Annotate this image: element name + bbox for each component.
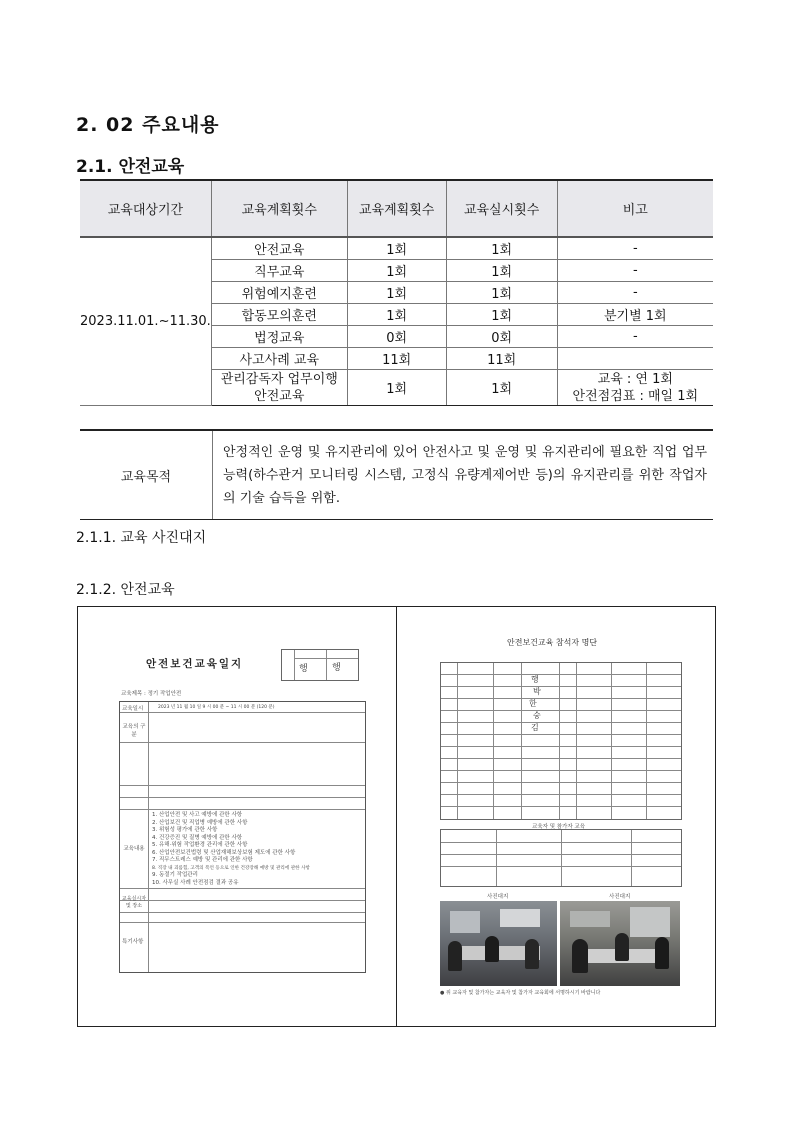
log-content-line: 10. 사무실 사례 안전점검 결과 공유 xyxy=(152,879,239,886)
row-name: 사고사례 교육 xyxy=(211,348,347,370)
row-done: 1회 xyxy=(446,237,557,260)
signature-mark: 행 xyxy=(332,663,341,673)
attendee-subtitle: 교육자 및 참가자 교육 xyxy=(532,824,586,830)
row-note: - xyxy=(557,260,713,282)
photo-board xyxy=(77,606,716,1027)
goal-text: 안정적인 운영 및 유지관리에 있어 안전사고 및 운영 및 유지관리에 필요한 직업 업무능력(하수관거 모니터링 시스템, 고정식 유량계제어반 등)의 유지관리를 위한 작업자의 기술 습득을 위함. xyxy=(213,430,714,520)
table-row xyxy=(80,237,713,260)
log-content-line: 2. 산업보건 및 직업병 예방에 관한 사항 xyxy=(152,819,248,826)
row-name: 직무교육 xyxy=(211,260,347,282)
row-plan: 1회 xyxy=(347,260,446,282)
log-place-label: 교육실시자 및 장소 xyxy=(121,896,147,909)
row-note: - xyxy=(557,282,713,304)
scan-attendee-list xyxy=(396,607,715,1026)
row-note xyxy=(557,370,713,406)
period-cell: 2023.11.01.~11.30. xyxy=(80,237,211,406)
header-done: 교육실시횟수 xyxy=(446,180,557,237)
row-plan: 1회 xyxy=(347,237,446,260)
row-note-line1: 교육 : 연 1회 xyxy=(597,371,673,387)
log-date-label: 교육일시 xyxy=(122,706,144,712)
log-content-line: 4. 건강증진 및 질병 예방에 관한 사항 xyxy=(152,834,243,841)
log-content-line: 3. 위험성 평가에 관한 사항 xyxy=(152,827,218,833)
row-name: 위험예지훈련 xyxy=(211,282,347,304)
row-note: - xyxy=(557,237,713,260)
row-plan: 0회 xyxy=(347,326,446,348)
classroom-photo-right xyxy=(560,901,680,986)
row-done: 11회 xyxy=(446,348,557,370)
signature-mark: 행 xyxy=(299,664,308,674)
education-table xyxy=(80,179,713,406)
scan-education-log xyxy=(78,607,396,1026)
row-done: 0회 xyxy=(446,326,557,348)
attendee-sheet xyxy=(437,629,682,999)
photo-caption-left: 사진대지 xyxy=(487,894,509,900)
log-title: 안전보건교육일지 xyxy=(146,658,244,670)
subsection-heading: 2.1. 안전교육 xyxy=(76,157,185,177)
signature-mark: 숭 xyxy=(533,711,541,720)
log-content-line: 1. 산업안전 및 사고 예방에 관한 사항 xyxy=(152,812,243,818)
signature-mark: 김 xyxy=(531,723,539,732)
row-name-line1: 관리감독자 업무이행 xyxy=(220,371,338,387)
attendee-title: 안전보건교육 참석자 명단 xyxy=(507,638,598,647)
log-content-line: 7. 직무스트레스 예방 및 관리에 관한 사항 xyxy=(152,857,253,863)
header-plan: 교육계획횟수 xyxy=(347,180,446,237)
row-done: 1회 xyxy=(446,282,557,304)
log-special-label: 특기사항 xyxy=(122,939,144,945)
row-plan: 11회 xyxy=(347,348,446,370)
row-note xyxy=(557,348,713,370)
goal-table xyxy=(80,429,713,520)
log-content-list xyxy=(152,812,362,887)
signature-mark: 박 xyxy=(533,687,541,696)
row-note-line2: 안전점검표 : 매일 1회 xyxy=(572,388,699,404)
row-name xyxy=(211,370,347,406)
log-content-line: 9. 동절기 작업관리 xyxy=(152,872,198,878)
instructor-grid xyxy=(440,829,682,887)
goal-label: 교육목적 xyxy=(80,430,213,520)
attendee-grid xyxy=(440,662,682,820)
safety-education-heading: 2.1.2. 안전교육 xyxy=(76,582,175,598)
row-name: 법정교육 xyxy=(211,326,347,348)
row-plan: 1회 xyxy=(347,370,446,406)
attendee-footer-note: ● 위 교육자 및 참가자는 교육자 및 참가자 교육회에 서명하시기 바랍니다 xyxy=(440,990,601,996)
log-date-value: 2023 년 11 월 10 일 9 시 00 분 ~ 11 시 00 분 (120 분) xyxy=(158,705,275,710)
approval-box xyxy=(281,649,359,681)
row-done: 1회 xyxy=(446,370,557,406)
log-content-line: 5. 유해·위험 작업환경 관리에 관한 사항 xyxy=(152,842,248,848)
photo-caption-right: 사진대지 xyxy=(609,894,631,900)
row-name: 합동모의훈련 xyxy=(211,304,347,326)
row-note: - xyxy=(557,326,713,348)
log-subject: 교육제목 : 정기 작업안전 xyxy=(121,691,182,697)
log-form xyxy=(119,701,366,973)
row-done: 1회 xyxy=(446,304,557,326)
log-content-label: 교육내용 xyxy=(123,846,145,852)
log-content-line: 8. 직장 내 괴롭힘, 고객의 폭언 등으로 인한 건강장해 예방 및 관리에 관한 사항 xyxy=(152,865,310,871)
signature-mark: 한 xyxy=(529,699,537,708)
classroom-photo-left xyxy=(440,901,557,986)
row-done: 1회 xyxy=(446,260,557,282)
row-plan: 1회 xyxy=(347,304,446,326)
row-note: 분기별 1회 xyxy=(557,304,713,326)
row-name-line2: 안전교육 xyxy=(254,388,305,404)
header-type: 교육계획횟수 xyxy=(211,180,347,237)
photo-section-heading: 2.1.1. 교육 사진대지 xyxy=(76,530,207,546)
row-plan: 1회 xyxy=(347,282,446,304)
row-name: 안전교육 xyxy=(211,237,347,260)
log-kind-label: 교육의 구분 xyxy=(122,724,146,738)
header-period: 교육대상기간 xyxy=(80,180,211,237)
section-heading: 2. 02 주요내용 xyxy=(76,114,220,136)
signature-mark: 행 xyxy=(531,675,539,684)
log-content-line: 6. 산업안전보건법령 및 산업재해보상보험 제도에 관한 사항 xyxy=(152,849,296,856)
table-header-row xyxy=(80,180,713,237)
education-log-sheet xyxy=(116,629,366,979)
header-note: 비고 xyxy=(557,180,713,237)
